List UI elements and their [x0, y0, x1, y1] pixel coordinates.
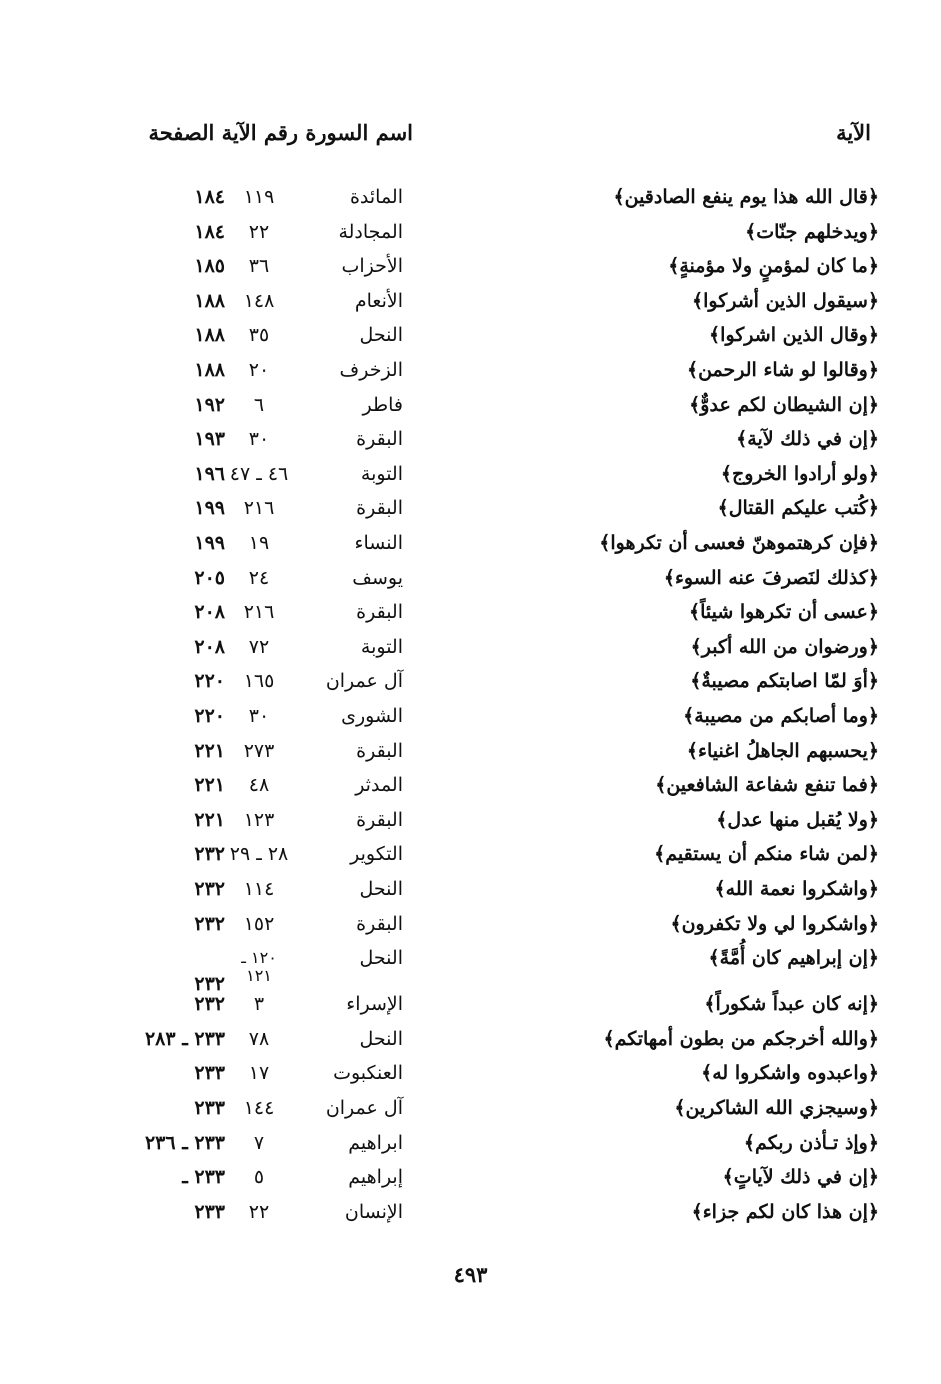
page-ref: ٢٣٢: [194, 843, 225, 866]
table-row: [0, 1056, 941, 1090]
page-ref: ١٨٤: [194, 220, 225, 243]
sura-name: المدثر: [355, 774, 403, 797]
page-ref: ١٨٨: [194, 359, 225, 381]
page-ref: ٢٣٣: [194, 1200, 225, 1223]
verse-text: ﴿والله أخرجكم من بطون أمهاتكم﴾: [603, 1027, 879, 1050]
table-row: [0, 837, 941, 871]
page-ref: ٢٣٣: [194, 1062, 225, 1085]
page-ref: ٢٢١: [194, 774, 225, 797]
verse-number: ١٢٣: [243, 808, 275, 831]
table-row: [0, 1160, 941, 1194]
verse-number: ٢٨ ـ ٢٩: [229, 843, 289, 866]
verse-text: ﴿لمن شاء منكم أن يستقيم﴾: [654, 843, 879, 866]
verse-text: ﴿ما كان لمؤمنٍ ولا مؤمنةٍ﴾: [668, 255, 879, 278]
table-row: [0, 284, 941, 318]
verse-number: ١٧: [248, 1062, 270, 1085]
table-row: [0, 699, 941, 733]
verse-number: ١٦٥: [243, 670, 275, 693]
page-ref: ٢٣٣ ـ: [182, 1166, 225, 1189]
verse-number: ١٤٨: [243, 289, 275, 312]
table-row: [0, 595, 941, 629]
verse-text: ﴿إن إبراهيم كان أُمَّةً﴾: [708, 947, 879, 970]
page-ref: ٢٣٢: [194, 912, 225, 935]
page-ref: ٢٣٣ ـ ٢٣٦: [144, 1131, 225, 1154]
page-ref: ٢٢١: [194, 808, 225, 831]
table-row: [0, 768, 941, 802]
sura-name: الأحزاب: [341, 255, 403, 278]
sura-name: الأنعام: [354, 289, 403, 312]
verse-text: ﴿يحسبهم الجاهلُ اغنياء﴾: [686, 739, 879, 762]
sura-name: التكوير: [350, 843, 403, 866]
verse-number-continued: ١٢١: [246, 966, 272, 986]
verse-text: ﴿كذلك لنَصرفَ عنه السوء﴾: [663, 566, 879, 589]
verse-text: ﴿ولا يُقبل منها عدل﴾: [716, 808, 879, 831]
verse-text: ﴿فما تنفع شفاعة الشافعين﴾: [655, 774, 879, 797]
verse-number: ١١٤: [243, 878, 275, 900]
sura-name: يوسف: [352, 566, 403, 589]
verse-number: ٢٧٣: [243, 739, 275, 762]
sura-name: فاطر: [362, 393, 403, 416]
sura-name: البقرة: [356, 497, 403, 520]
verse-text: ﴿واشكروا لي ولا تكفرون﴾: [670, 912, 879, 935]
verse-number: ٤٨: [248, 774, 270, 797]
sura-name: الإسراء: [346, 993, 403, 1016]
table-row: [0, 353, 941, 387]
verse-number: ٢٢: [248, 220, 270, 243]
sura-name: إبراهيم: [348, 1166, 403, 1189]
page-ref: ٢٣٣: [194, 1097, 225, 1119]
page-ref: ٢٣٣ ـ ٢٨٣: [144, 1027, 225, 1050]
table-row: [0, 491, 941, 525]
column-header-aya: الآية: [836, 120, 871, 145]
table-row: [0, 388, 941, 422]
verse-number: ٧: [253, 1131, 265, 1154]
table-row: [0, 664, 941, 698]
table-row: [0, 630, 941, 664]
sura-name: آل عمران: [325, 1097, 403, 1119]
page-ref: ٢٣٢: [194, 878, 225, 900]
page-ref-continued: ٢٣٢: [194, 973, 225, 996]
page-ref: ١٩٢: [194, 393, 225, 416]
sura-name: المائدة: [349, 186, 403, 208]
sura-name: الشورى: [341, 705, 403, 727]
table-row: [0, 734, 941, 768]
page-ref: ١٨٨: [194, 324, 225, 347]
table-row: [0, 1022, 941, 1056]
verse-number: ١٤٤: [243, 1097, 275, 1119]
sura-name: التوبة: [360, 635, 403, 658]
verse-number: ٢٠: [248, 359, 270, 381]
sura-name: آل عمران: [325, 670, 403, 693]
sura-name: الإنسان: [344, 1200, 403, 1223]
verse-number: ٣: [253, 993, 265, 1016]
verse-number: ٦: [253, 393, 265, 416]
verse-text: ﴿وما أصابكم من مصيبة﴾: [683, 705, 879, 727]
table-row: [0, 1195, 941, 1229]
sura-name: المجادلة: [338, 220, 403, 243]
table-row: [0, 987, 941, 1021]
verse-text: ﴿إن هذا كان لكم جزاء﴾: [691, 1200, 879, 1223]
sura-name: البقرة: [356, 912, 403, 935]
table-row: [0, 872, 941, 906]
verse-number: ٧٢: [248, 635, 270, 658]
page-ref: ١٨٤: [194, 186, 225, 208]
page-ref: ٢٠٨: [194, 635, 225, 658]
page-number: ٤٩٣: [453, 1262, 488, 1287]
sura-name: النحل: [359, 947, 403, 970]
sura-name: البقرة: [356, 808, 403, 831]
table-row: [0, 318, 941, 352]
verse-text: ﴿أوَ لمّا اصابتكم مصيبةٌ﴾: [690, 670, 879, 693]
sura-name: ابراهيم: [348, 1131, 403, 1154]
verse-text: ﴿إن الشيطان لكم عدوٌّ﴾: [689, 393, 879, 416]
verse-text: ﴿ورضوان من الله أكبر﴾: [690, 635, 879, 658]
table-row: [0, 941, 941, 996]
column-header-sura-num-page: اسم السورة رقم الآية الصفحة: [148, 120, 413, 145]
table-row: [0, 803, 941, 837]
verse-number: ٤٦ ـ ٤٧: [229, 462, 289, 485]
verse-text: ﴿فإن كرهتموهنّ فعسى أن تكرهوا﴾: [599, 532, 879, 554]
sura-name: العنكبوت: [333, 1062, 403, 1085]
verse-number: ٣٠: [248, 705, 270, 727]
verse-number: ٥: [253, 1166, 265, 1189]
sura-name: التوبة: [360, 462, 403, 485]
verse-number: ٣٥: [248, 324, 270, 347]
sura-name: البقرة: [356, 739, 403, 762]
verse-number: ١٥٢: [243, 912, 275, 935]
table-row: [0, 215, 941, 249]
sura-name: النحل: [359, 324, 403, 347]
table-row: [0, 907, 941, 941]
table-row: [0, 422, 941, 456]
page-ref: ١٩٩: [194, 497, 225, 520]
verse-text: ﴿سيقول الذين أشركوا﴾: [692, 289, 879, 312]
table-row: [0, 249, 941, 283]
page-ref: ١٩٩: [194, 532, 225, 554]
verse-number: ٣٦: [248, 255, 270, 278]
sura-name: الزخرف: [339, 359, 403, 381]
sura-name: البقرة: [356, 428, 403, 451]
verse-number: ٧٨: [248, 1027, 270, 1050]
verse-number: ٢٢: [248, 1200, 270, 1223]
page-ref: ٢٢٠: [194, 670, 225, 693]
verse-text: ﴿وقال الذين اشركوا﴾: [709, 324, 879, 347]
verse-number: ١٢٠ ـ: [241, 948, 277, 968]
page-ref: ٢٣٢: [194, 993, 225, 1016]
verse-number: ٢٤: [248, 566, 270, 589]
sura-name: النحل: [359, 1027, 403, 1050]
verse-text: ﴿كُتب عليكم القتال﴾: [717, 497, 879, 520]
verse-text: ﴿إن في ذلك لآياتٍ﴾: [722, 1166, 879, 1189]
table-row: [0, 1126, 941, 1160]
page-ref: ١٨٨: [194, 289, 225, 312]
verse-text: ﴿وإذ تـأذن ربكم﴾: [743, 1131, 879, 1154]
table-row: [0, 526, 941, 560]
table-row: [0, 561, 941, 595]
verse-number: ٢١٦: [243, 497, 275, 520]
table-row: [0, 457, 941, 491]
verse-number: ٣٠: [248, 428, 270, 451]
sura-name: البقرة: [356, 601, 403, 624]
verse-number: ١٩: [248, 532, 270, 554]
table-row: [0, 1091, 941, 1125]
page-ref: ١٩٦: [194, 462, 225, 485]
page-ref: ١٩٣: [194, 428, 225, 451]
verse-text: ﴿واعبدوه واشكروا له﴾: [701, 1062, 879, 1085]
verse-text: ﴿عسى أن تكرهوا شيئاً﴾: [688, 601, 879, 624]
verse-text: ﴿واشكروا نعمة الله﴾: [714, 878, 879, 900]
verse-text: ﴿وسيجزي الله الشاكرين﴾: [674, 1097, 879, 1119]
verse-text: ﴿إنه كان عبداً شكوراً﴾: [704, 993, 879, 1016]
verse-number: ٢١٦: [243, 601, 275, 624]
sura-name: النساء: [354, 532, 403, 554]
sura-name: النحل: [359, 878, 403, 900]
page-ref: ٢٠٨: [194, 601, 225, 624]
verse-text: ﴿وقالوا لو شاء الرحمن﴾: [686, 359, 879, 381]
page-ref: ٢٠٥: [194, 566, 225, 589]
verse-number: ١١٩: [243, 186, 275, 208]
page-ref: ١٨٥: [194, 255, 225, 278]
table-row: [0, 180, 941, 214]
verse-text: ﴿قال الله هذا يوم ينفع الصادقين﴾: [613, 186, 879, 208]
page-ref: ٢٢٠: [194, 705, 225, 727]
page-ref: ٢٢١: [194, 739, 225, 762]
verse-text: ﴿إن في ذلك لآية﴾: [736, 428, 879, 451]
verse-text: ﴿ولو أرادوا الخروج﴾: [720, 462, 879, 485]
verse-text: ﴿ويدخلهم جنّات﴾: [745, 220, 879, 243]
